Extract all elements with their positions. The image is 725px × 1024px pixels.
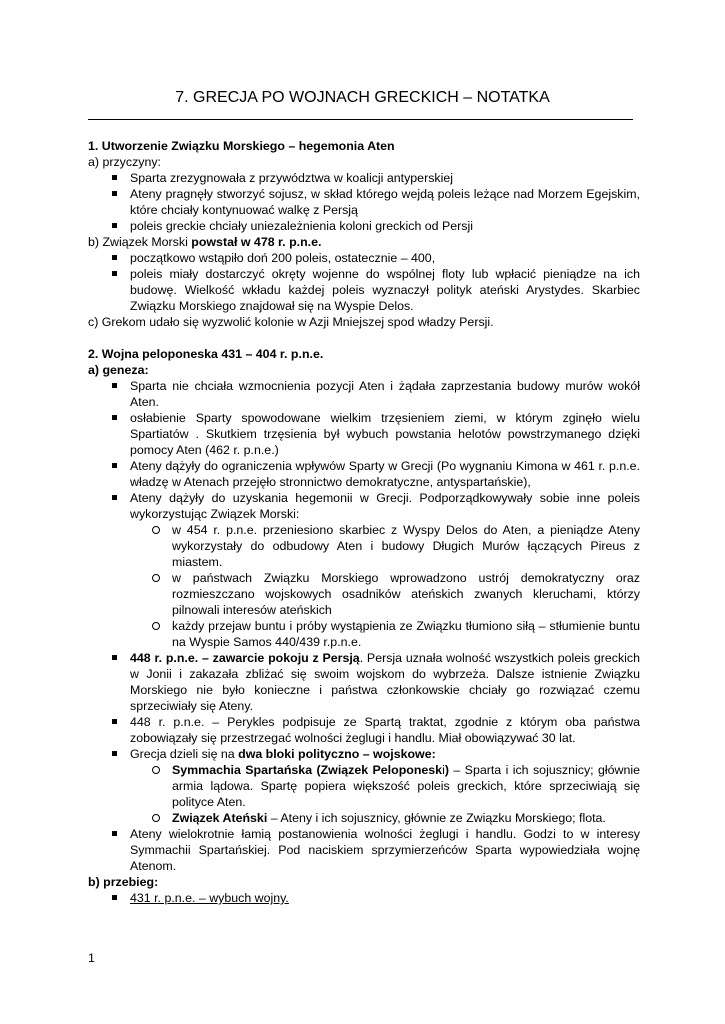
symmachia-bold: Symmachia Spartańska (Związek Peloponesk xyxy=(172,763,443,777)
list-item: 431 r. p.n.e. – wybuch wojny. xyxy=(88,890,640,906)
list-item-text: Ateny dążyły do uzyskania hegemonii w Grecji. Podporządkowywały sobie inne poleis wykorzystując Związek Morski: xyxy=(130,491,640,521)
blocs-bold: dwa bloki polityczno – wojskowe: xyxy=(238,747,436,761)
section-2-heading: 2. Wojna peloponeska 431 – 404 r. p.n.e. xyxy=(88,347,324,361)
peace-persia-text: . Persja uznała wolność wszystkich poleis greckich w Jonii i zakazała zbliżać się swoim wojskom do wybrzeża. Dalsze istnienie Związku Morskiego nie było konieczne i państwa członkowskie chciały go rozwiązać czemu sprzeciwiały się Ateny. xyxy=(130,651,640,713)
section-1-c-line: c) Grekom udało się wyzwolić kolonie w Azji Mniejszej spod władzy Persji. xyxy=(88,315,494,329)
athenian-league-text: – Ateny i ich sojusznicy, głównie ze Związku Morskiego; flota. xyxy=(267,811,606,825)
document-title: 7. GRECJA PO WOJNACH GRECKICH – NOTATKA xyxy=(175,89,550,106)
blocs-intro: Grecja dzieli się na xyxy=(130,747,239,761)
peace-persia-bold: 448 r. p.n.e. – zawarcie pokoju z Persją xyxy=(130,651,360,665)
page-number: 1 xyxy=(88,951,95,965)
list-item xyxy=(88,490,640,650)
section-2-a-label: a) geneza: xyxy=(88,363,149,377)
sub-list xyxy=(88,762,640,826)
b-label-text: b) Związek Morski xyxy=(88,235,192,249)
sub-list xyxy=(88,522,640,650)
b-label-bold: powstał w 478 r. p.n.e. xyxy=(191,235,322,249)
list-item: początkowo wstąpiło doń 200 poleis, ostatecznie – 400, xyxy=(88,250,640,266)
symmachia-text: – Sparta i ich sojusznicy; głównie armia lądowa. Spartę popiera większość poleis greckich, które sprzeciwiają się polityce Aten. xyxy=(172,763,640,809)
section-2-b-list xyxy=(88,890,640,906)
sub-list-item xyxy=(130,762,640,810)
list-item: Sparta zrezygnowała z przywództwa w koalicji antyperskiej xyxy=(88,170,640,186)
list-item: poleis greckie chciały uniezależnienia koloni greckich od Persji xyxy=(88,218,640,234)
sub-list-item: w 454 r. p.n.e. przeniesiono skarbiec z Wyspy Delos do Aten, a pieniądze Ateny wykorzystały do odbudowy Aten i budowy Długich Murów łączących Pireus z miastem. xyxy=(130,522,640,570)
sub-list-item: każdy przejaw buntu i próby wystąpienia ze Związku tłumiono siłą – stłumienie buntu na Wyspie Samos 440/439 r.p.n.e. xyxy=(130,618,640,650)
sub-list-item: w państwach Związku Morskiego wprowadzono ustrój demokratyczny oraz rozmieszczano wojskowych osadników ateńskich zwanych kleruchami, którzy pilnowali interesów ateńskich xyxy=(130,570,640,618)
title-underline xyxy=(88,119,633,120)
list-item: 448 r. p.n.e. – Perykles podpisuje ze Spartą traktat, zgodnie z którym oba państwa zobowiązały się przestrzegać wolności żeglugi i handlu. Miał obowiązywać 30 lat. xyxy=(88,714,640,746)
section-1-a-list xyxy=(88,170,640,234)
document-body xyxy=(88,138,640,906)
athenian-league-bold: Związek Ateński xyxy=(172,811,268,825)
symmachia-mid: i xyxy=(442,763,445,777)
section-1-b-list xyxy=(88,250,640,314)
list-item: poleis miały dostarczyć okręty wojenne do wspólnej floty lub wpłacić pieniądze na ich budowę. Wielkość wkładu każdej poleis wyznaczył polityk ateński Arystydes. Skarbiec Związku Morskiego znajdował się na Wyspie Delos. xyxy=(88,266,640,314)
section-1-heading: 1. Utworzenie Związku Morskiego – hegemonia Aten xyxy=(88,139,395,153)
list-item: Ateny dążyły do ograniczenia wpływów Sparty w Grecji (Po wygnaniu Kimona w 461 r. p.n.e. władzę w Atenach przejęło stronnictwo demokratyczne, antyspartańskie), xyxy=(88,458,640,490)
section-2-a-list xyxy=(88,378,640,874)
sub-list-item xyxy=(130,810,640,826)
symmachia-bold-paren: ) xyxy=(444,763,449,777)
list-item: osłabienie Sparty spowodowane wielkim trzęsieniem ziemi, w którym zginęło wielu Spartiatów . Skutkiem trzęsienia był wybuch powstania helotów powstrzymanego dzięki pomocy Aten (462 r. p.n.e.) xyxy=(88,410,640,458)
list-item: Sparta nie chciała wzmocnienia pozycji Aten i żądała zaprzestania budowy murów wokół Aten. xyxy=(88,378,640,410)
list-item: Ateny pragnęły stworzyć sojusz, w skład którego wejdą poleis leżące nad Morzem Egejskim, które chciały kontynuować walkę z Persją xyxy=(88,186,640,218)
list-item xyxy=(88,746,640,826)
list-item xyxy=(88,650,640,714)
section-1-b-label xyxy=(88,234,640,250)
list-item: Ateny wielokrotnie łamią postanowienia wolności żeglugi i handlu. Godzi to w interesy Symmachii Spartańskiej. Pod naciskiem sprzymierzeńców Sparta wypowiedziała wojnę Atenom. xyxy=(88,826,640,874)
spacer xyxy=(88,330,640,346)
section-2-b-label: b) przebieg: xyxy=(88,875,159,889)
section-1-a-label: a) przyczyny: xyxy=(88,155,161,169)
